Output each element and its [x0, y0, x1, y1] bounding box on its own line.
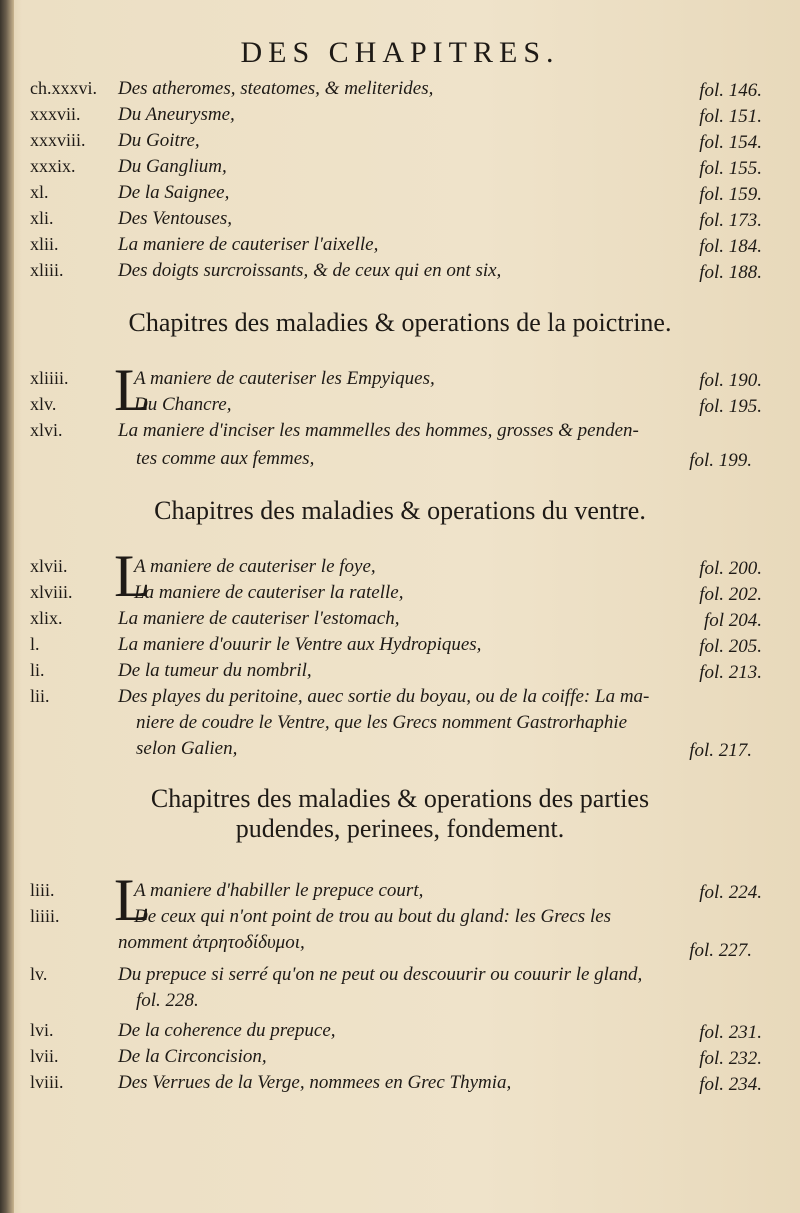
folio-number: fol. 224.: [699, 882, 762, 903]
chapter-number: xli.: [30, 208, 54, 228]
chapter-title: A maniere d'habiller le prepuce court,: [134, 880, 424, 901]
chapter-title: La maniere de cauteriser l'aixelle,: [118, 234, 379, 255]
chapter-number: li.: [30, 660, 45, 680]
folio-number: fol. 188.: [699, 262, 762, 283]
toc-entry: [30, 582, 780, 608]
chapter-title: La maniere d'inciser les mammelles des hommes, grosses & penden-: [118, 420, 639, 441]
folio-number: fol. 228.: [136, 990, 199, 1011]
toc-entry: [30, 130, 780, 156]
chapter-title-continuation: nomment ἀτρητοδίδυμοι,: [118, 932, 305, 953]
running-head: DES CHAPITRES.: [240, 36, 560, 69]
folio-number: fol. 173.: [699, 210, 762, 231]
chapter-number: xlviii.: [30, 582, 73, 602]
chapter-title: Du Aneurysme,: [118, 104, 235, 125]
folio-number: fol. 199.: [689, 450, 752, 471]
chapter-title: La maniere de cauteriser l'estomach,: [118, 608, 400, 629]
chapter-title: Des playes du peritoine, auec sortie du boyau, ou de la coiffe: La ma-: [118, 686, 650, 707]
folio-number: fol. 154.: [699, 132, 762, 153]
folio-number: fol. 146.: [699, 80, 762, 101]
chapter-number: l.: [30, 634, 40, 654]
chapter-number: liiii.: [30, 906, 60, 926]
folio-number: fol. 155.: [699, 158, 762, 179]
toc-entry: [30, 634, 780, 660]
folio-number: fol. 151.: [699, 106, 762, 127]
drop-cap: L: [114, 543, 151, 609]
chapter-title: Du prepuce si serré qu'on ne peut ou descouurir ou couurir le gland,: [118, 964, 643, 985]
folio-number: fol. 232.: [699, 1048, 762, 1069]
folio-number: fol. 159.: [699, 184, 762, 205]
chapter-number: xliiii.: [30, 368, 69, 388]
chapter-number: liii.: [30, 880, 55, 900]
toc-entry: [30, 880, 780, 906]
drop-cap: L: [114, 357, 151, 423]
chapter-title-continuation: niere de coudre le Ventre, que les Grecs nomment Gastrorhaphie: [136, 712, 628, 733]
chapter-title: De la Saignee,: [118, 182, 230, 203]
chapter-number: xl.: [30, 182, 49, 202]
chapter-number: lii.: [30, 686, 50, 706]
section-heading-poictrine: Chapitres des maladies & operations de la poictrine.: [128, 308, 672, 337]
chapter-title: La maniere de cauteriser la ratelle,: [134, 582, 404, 603]
folio-number: fol. 234.: [699, 1074, 762, 1095]
folio-number: fol. 184.: [699, 236, 762, 257]
chapter-title: Des Ventouses,: [118, 208, 232, 229]
toc-entry: [30, 686, 780, 712]
toc-entry: [30, 1072, 780, 1098]
chapter-number: xxxviii.: [30, 130, 86, 150]
chapter-number: lvi.: [30, 1020, 54, 1040]
chapter-number: lvii.: [30, 1046, 59, 1066]
toc-entry: [30, 368, 780, 394]
chapter-title: A maniere de cauteriser les Empyiques,: [134, 368, 435, 389]
folio-number: fol. 195.: [699, 396, 762, 417]
chapter-number: ch.xxxvi.: [30, 78, 97, 98]
chapter-title: De la Circoncision,: [118, 1046, 267, 1067]
chapter-title: A maniere de cauteriser le foye,: [134, 556, 376, 577]
folio-number: fol. 213.: [699, 662, 762, 683]
toc-entry: [30, 260, 780, 286]
folio-number: fol. 227.: [689, 940, 752, 961]
folio-number: fol. 217.: [689, 740, 752, 761]
chapter-number: xlv.: [30, 394, 57, 414]
folio-number: fol 204.: [703, 610, 762, 631]
toc-entry: [30, 182, 780, 208]
chapter-title: De la coherence du prepuce,: [118, 1020, 336, 1041]
folio-number: fol. 231.: [699, 1022, 762, 1043]
chapter-title: Du Goitre,: [118, 130, 200, 151]
chapter-number: xxxix.: [30, 156, 76, 176]
toc-entry: [30, 964, 780, 990]
drop-cap: L: [114, 867, 151, 933]
chapter-title-continuation: tes comme aux femmes,: [136, 448, 315, 469]
toc-entry: [30, 78, 780, 104]
toc-entry: [30, 608, 780, 634]
toc-entry: [30, 1046, 780, 1072]
section-heading-pudendes: Chapitres des maladies & operations des parties: [150, 784, 650, 813]
section-heading-ventre: Chapitres des maladies & operations du ventre.: [154, 496, 646, 525]
toc-entry: [30, 156, 780, 182]
chapter-number: xlix.: [30, 608, 63, 628]
toc-entry: [30, 906, 780, 932]
toc-entry: [30, 660, 780, 686]
toc-entry: [30, 556, 780, 582]
chapter-title: Des atheromes, steatomes, & meliterides,: [118, 78, 434, 99]
chapter-title: Des Verrues de la Verge, nommees en Grec Thymia,: [118, 1072, 512, 1093]
chapter-number: xlii.: [30, 234, 59, 254]
section-heading-pudendes-line2: pudendes, perinees, fondement.: [235, 814, 565, 843]
chapter-title: De la tumeur du nombril,: [118, 660, 312, 681]
chapter-number: lv.: [30, 964, 48, 984]
chapter-title: Du Chancre,: [134, 394, 232, 415]
chapter-number: xlvi.: [30, 420, 63, 440]
chapter-number: xxxvii.: [30, 104, 81, 124]
chapter-number: xlvii.: [30, 556, 68, 576]
chapter-title: Du Ganglium,: [118, 156, 227, 177]
chapter-title: Des doigts surcroissants, & de ceux qui en ont six,: [118, 260, 502, 281]
chapter-number: xliii.: [30, 260, 64, 280]
chapter-title-continuation: selon Galien,: [136, 738, 238, 759]
toc-entry: [30, 420, 780, 446]
toc-entry: [30, 234, 780, 260]
toc-entry: [30, 104, 780, 130]
chapter-title: De ceux qui n'ont point de trou au bout du gland: les Grecs les: [134, 906, 612, 927]
folio-number: fol. 202.: [699, 584, 762, 605]
toc-entry: [30, 1020, 780, 1046]
toc-entry: [30, 394, 780, 420]
chapter-title: La maniere d'ouurir le Ventre aux Hydropiques,: [118, 634, 482, 655]
folio-number: fol. 190.: [699, 370, 762, 391]
chapter-number: lviii.: [30, 1072, 64, 1092]
binding-gutter: [0, 0, 14, 1213]
folio-number: fol. 205.: [699, 636, 762, 657]
toc-entry: [30, 208, 780, 234]
folio-number: fol. 200.: [699, 558, 762, 579]
